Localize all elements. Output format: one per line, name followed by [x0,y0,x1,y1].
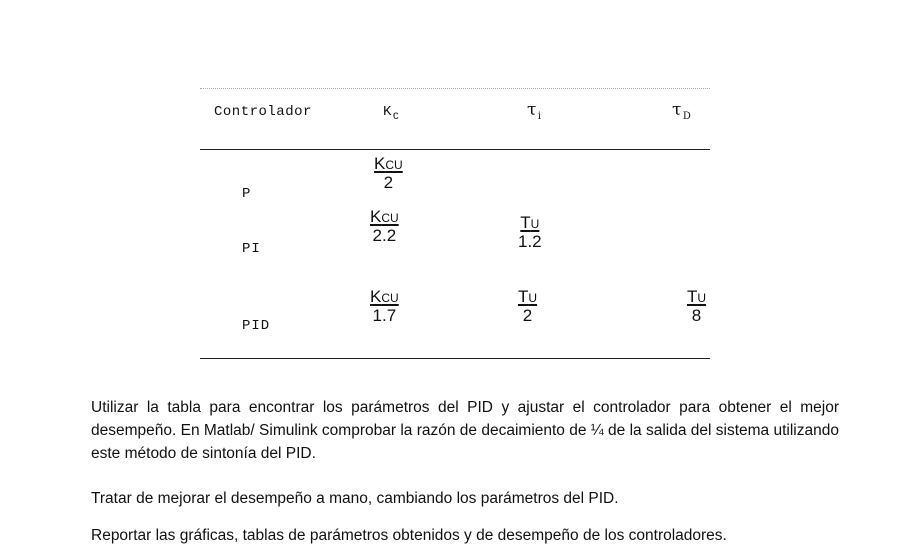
table-bottom-rule [200,358,710,359]
fraction-numerator [372,155,405,174]
num-main: T [520,213,531,232]
pid-ti-fraction [516,288,539,324]
fraction-denominator: 1.2 [518,232,542,251]
row-label-p: P [242,186,252,202]
header-kc-sub: C [392,112,400,123]
num-sub: U [528,291,538,305]
p-kc-fraction [372,155,405,191]
table-header-rule [200,149,710,150]
pi-ti-fraction [518,214,542,250]
num-sub: CU [381,211,399,225]
header-ti [527,100,542,122]
fraction-numerator [685,288,708,307]
num-sub: CU [385,158,403,172]
ziegler-nichols-table [200,88,710,360]
header-kc-main: K [383,104,392,120]
fraction-denominator: 2.2 [372,226,397,245]
num-main: K [370,287,382,306]
num-main: K [370,207,382,226]
num-main: T [687,287,698,306]
pid-td-fraction [685,288,708,324]
row-label-pi: PI [242,241,261,257]
row-label-pid: PID [242,318,271,334]
num-sub: U [530,217,540,231]
header-controller: Controlador [214,104,312,120]
pi-kc-fraction [368,208,401,244]
pid-kc-fraction [368,288,401,324]
fraction-numerator [368,208,401,227]
num-sub: CU [381,291,399,305]
fraction-denominator: 1.7 [372,306,397,325]
fraction-denominator: 8 [691,306,702,325]
instruction-paragraph-2: Tratar de mejorar el desempeño a mano, cambiando los parámetros del PID. [91,490,619,507]
instruction-paragraph-1: Utilizar la tabla para encontrar los parámetros del PID y ajustar el controlador para obtener el mejor desempeño. En Matlab/ Simulink comprobar la razón de decaimiento de ¼ de la salida del sistema utilizando este método de sintonía del PID. [91,399,839,462]
header-ti-main: τ [527,100,537,120]
fraction-numerator [516,288,539,307]
table-top-rule [200,88,710,89]
header-kc [383,104,399,123]
num-main: T [518,287,529,306]
num-main: K [374,154,386,173]
header-td [672,100,691,122]
num-sub: U [697,291,707,305]
fraction-numerator [368,288,401,307]
header-td-main: τ [672,100,682,120]
header-ti-sub: i [537,111,542,122]
instruction-paragraph-3: Reportar las gráficas, tablas de parámetros obtenidos y de desempeño de los controladores. [91,527,727,544]
header-td-sub: D [682,111,692,122]
fraction-numerator [518,214,541,233]
fraction-denominator: 2 [522,306,533,325]
fraction-denominator: 2 [383,173,394,192]
